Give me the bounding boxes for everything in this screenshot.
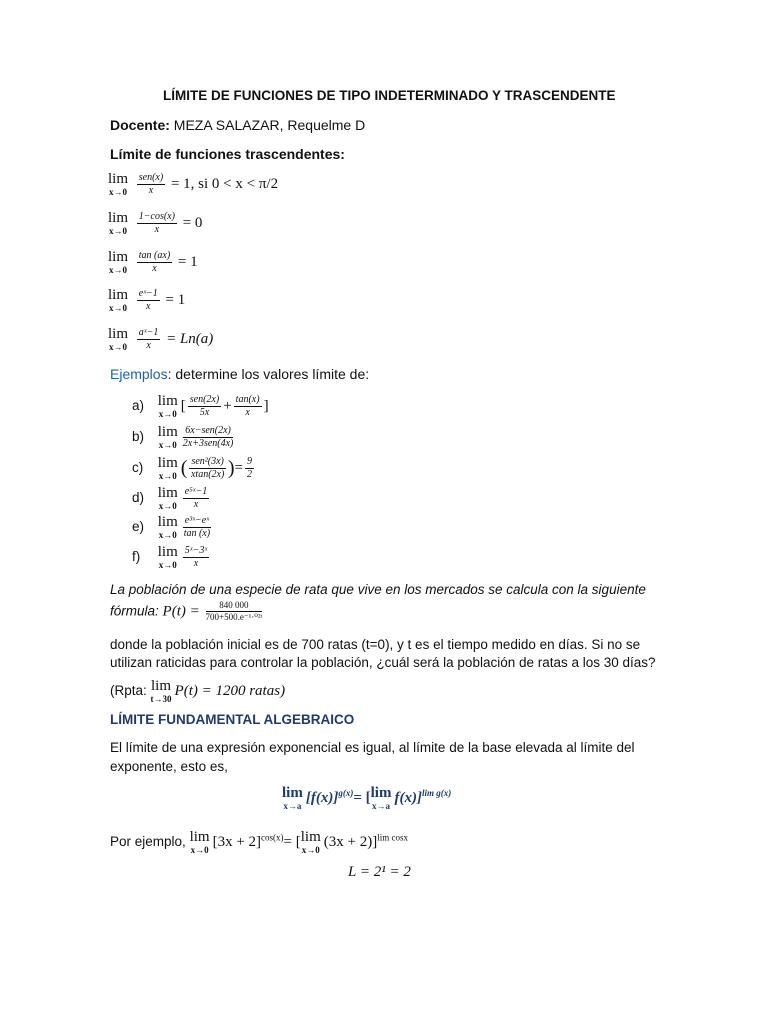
- fraction: $\frac{\text{5ˣ−3ˣ}}{x}$: [184, 544, 208, 569]
- example-result: L = 2¹ = 2: [348, 864, 411, 880]
- exercise-e: [132, 515, 213, 540]
- exercise-label: c): [132, 459, 144, 475]
- exercise-label: e): [132, 518, 145, 534]
- fraction: $\frac{\text{e³ˣ−eˣ}}{\tan (x)}$: [183, 514, 211, 539]
- fraction: $\frac{\text{sen²(3x)}}{xtan(2x)}$: [190, 455, 225, 480]
- problem-line-1: La población de una especie de rata que vive en los mercados se calcula con la siguiente: [110, 582, 646, 597]
- fundamental-limit-formula: lim x→a $[f(x)]^{g(x)}=$ [ lim x→a f(x)]$^{lim g(x)}$: [282, 785, 452, 811]
- page-title: LÍMITE DE FUNCIONES DE TIPO INDETERMINADO Y TRASCENDENTE: [163, 88, 616, 103]
- answer-line: (Rpta: lim t→30 P(t) = 1200 ratas): [110, 678, 286, 704]
- exercise-label: a): [132, 397, 145, 413]
- exercise-d: [132, 486, 211, 511]
- ejemplos-label: Ejemplos: [110, 366, 168, 382]
- lim-operator: lim x→0: [157, 455, 178, 481]
- lim-operator: lim x→0: [157, 544, 178, 570]
- formula-4: [108, 288, 185, 313]
- lim-operator: lim x→0: [108, 210, 129, 236]
- problem-line-3: donde la población inicial es de 700 ratas (t=0), y t es el tiempo medido en días. Si no se: [110, 637, 641, 652]
- ejemplos-line: [110, 366, 369, 382]
- section2-paragraph-line-1: El límite de una expresión exponencial es igual, al límite de la base elevada al límite del: [110, 740, 635, 755]
- lim-operator: lim x→0: [189, 829, 210, 855]
- lim-operator: lim x→0: [157, 393, 178, 419]
- section-heading-algebraico: LÍMITE FUNDAMENTAL ALGEBRAICO: [110, 712, 355, 727]
- lim-operator: lim x→0: [157, 485, 178, 511]
- formula-1: [108, 172, 278, 197]
- fraction: $\frac{\text{sen(x)}}{x}$: [138, 171, 164, 196]
- docente-line: [110, 117, 365, 133]
- fraction: $\frac{\tan (ax)}{x}$: [138, 249, 171, 274]
- problem-line-2: fórmula: P(t) = $\frac{840 000}{\text{700+500.e⁻¹·⁰²ᵗ}}$: [110, 600, 263, 623]
- lim-operator: lim x→0: [157, 424, 178, 450]
- problem-line-4: utilizan raticidas para controlar la población, ¿cuál será la población de ratas a los 30 días?: [110, 655, 656, 670]
- exercise-label: f): [132, 548, 141, 564]
- docente-name: MEZA SALAZAR, Requelme D: [173, 117, 366, 133]
- fraction: $\frac{\text{aˣ−1}}{x}$: [138, 326, 159, 351]
- fraction: $\frac{\text{6x−sen(2x)}}{\text{2x+3sen(4x)}}$: [182, 424, 234, 449]
- population-formula-fraction: $\frac{840 000}{\text{700+500.e⁻¹·⁰²ᵗ}}$: [205, 600, 263, 623]
- lim-operator: lim x→0: [108, 171, 129, 197]
- fraction-result: $\frac{9}{2}$: [247, 455, 253, 480]
- exercise-f: [132, 545, 211, 570]
- lim-operator: lim x→0: [300, 829, 321, 855]
- fraction: $\frac{\tan(x)}{x}$: [235, 393, 260, 418]
- example-line: Por ejemplo, lim x→0 $[3x + 2]^{cos(x)}=$ [ lim x→0 (3x + 2)]$^{lim cosx}$: [110, 829, 408, 855]
- lim-operator: lim x→a: [370, 785, 392, 811]
- lim-operator: lim x→0: [108, 326, 129, 352]
- formula-3: [108, 250, 198, 275]
- section-heading-trascendentes: Límite de funciones trascendentes:: [110, 146, 345, 162]
- formula-2: [108, 211, 202, 236]
- lim-operator: lim x→0: [108, 287, 129, 313]
- fraction: $\frac{1-\cos(x)}{x}$: [138, 210, 175, 235]
- exercise-label: b): [132, 428, 145, 444]
- fraction: $\frac{\text{eˣ−1}}{x}$: [138, 287, 158, 312]
- formula-rhs: = Ln(a): [166, 331, 214, 347]
- formula-rhs: = 1, si 0 < x < π/2: [170, 176, 279, 192]
- fraction: $\frac{\text{sen(2x)}}{5x}$: [189, 393, 220, 418]
- docente-label: Docente:: [110, 117, 170, 133]
- formula-5: [108, 327, 213, 352]
- fraction: $\frac{\text{e⁵ˣ−1}}{x}$: [184, 485, 208, 510]
- exercise-a: a) lim x→0 [ $\frac{\text{sen(2x)}}{5x}$ + $\frac{\tan(x)}{x}$ ]: [132, 393, 269, 419]
- lim-operator: lim t→30: [150, 678, 172, 704]
- ejemplos-text: : determine los valores límite de:: [167, 366, 370, 382]
- lim-operator: lim x→0: [157, 514, 178, 540]
- lim-operator: lim x→0: [108, 249, 129, 275]
- lim-operator: lim x→a: [282, 785, 303, 811]
- formula-rhs: = 0: [182, 215, 203, 231]
- exercise-b: [132, 425, 235, 450]
- formula-rhs: = 1: [165, 292, 186, 308]
- exercise-c: c) lim x→0 ( $\frac{\text{sen²(3x)}}{xtan(2x)}$ )= $\frac{9}{2}$: [132, 455, 253, 481]
- exercise-label: d): [132, 489, 145, 505]
- formula-rhs: = 1: [177, 254, 198, 270]
- section2-paragraph-line-2: exponente, esto es,: [110, 759, 228, 774]
